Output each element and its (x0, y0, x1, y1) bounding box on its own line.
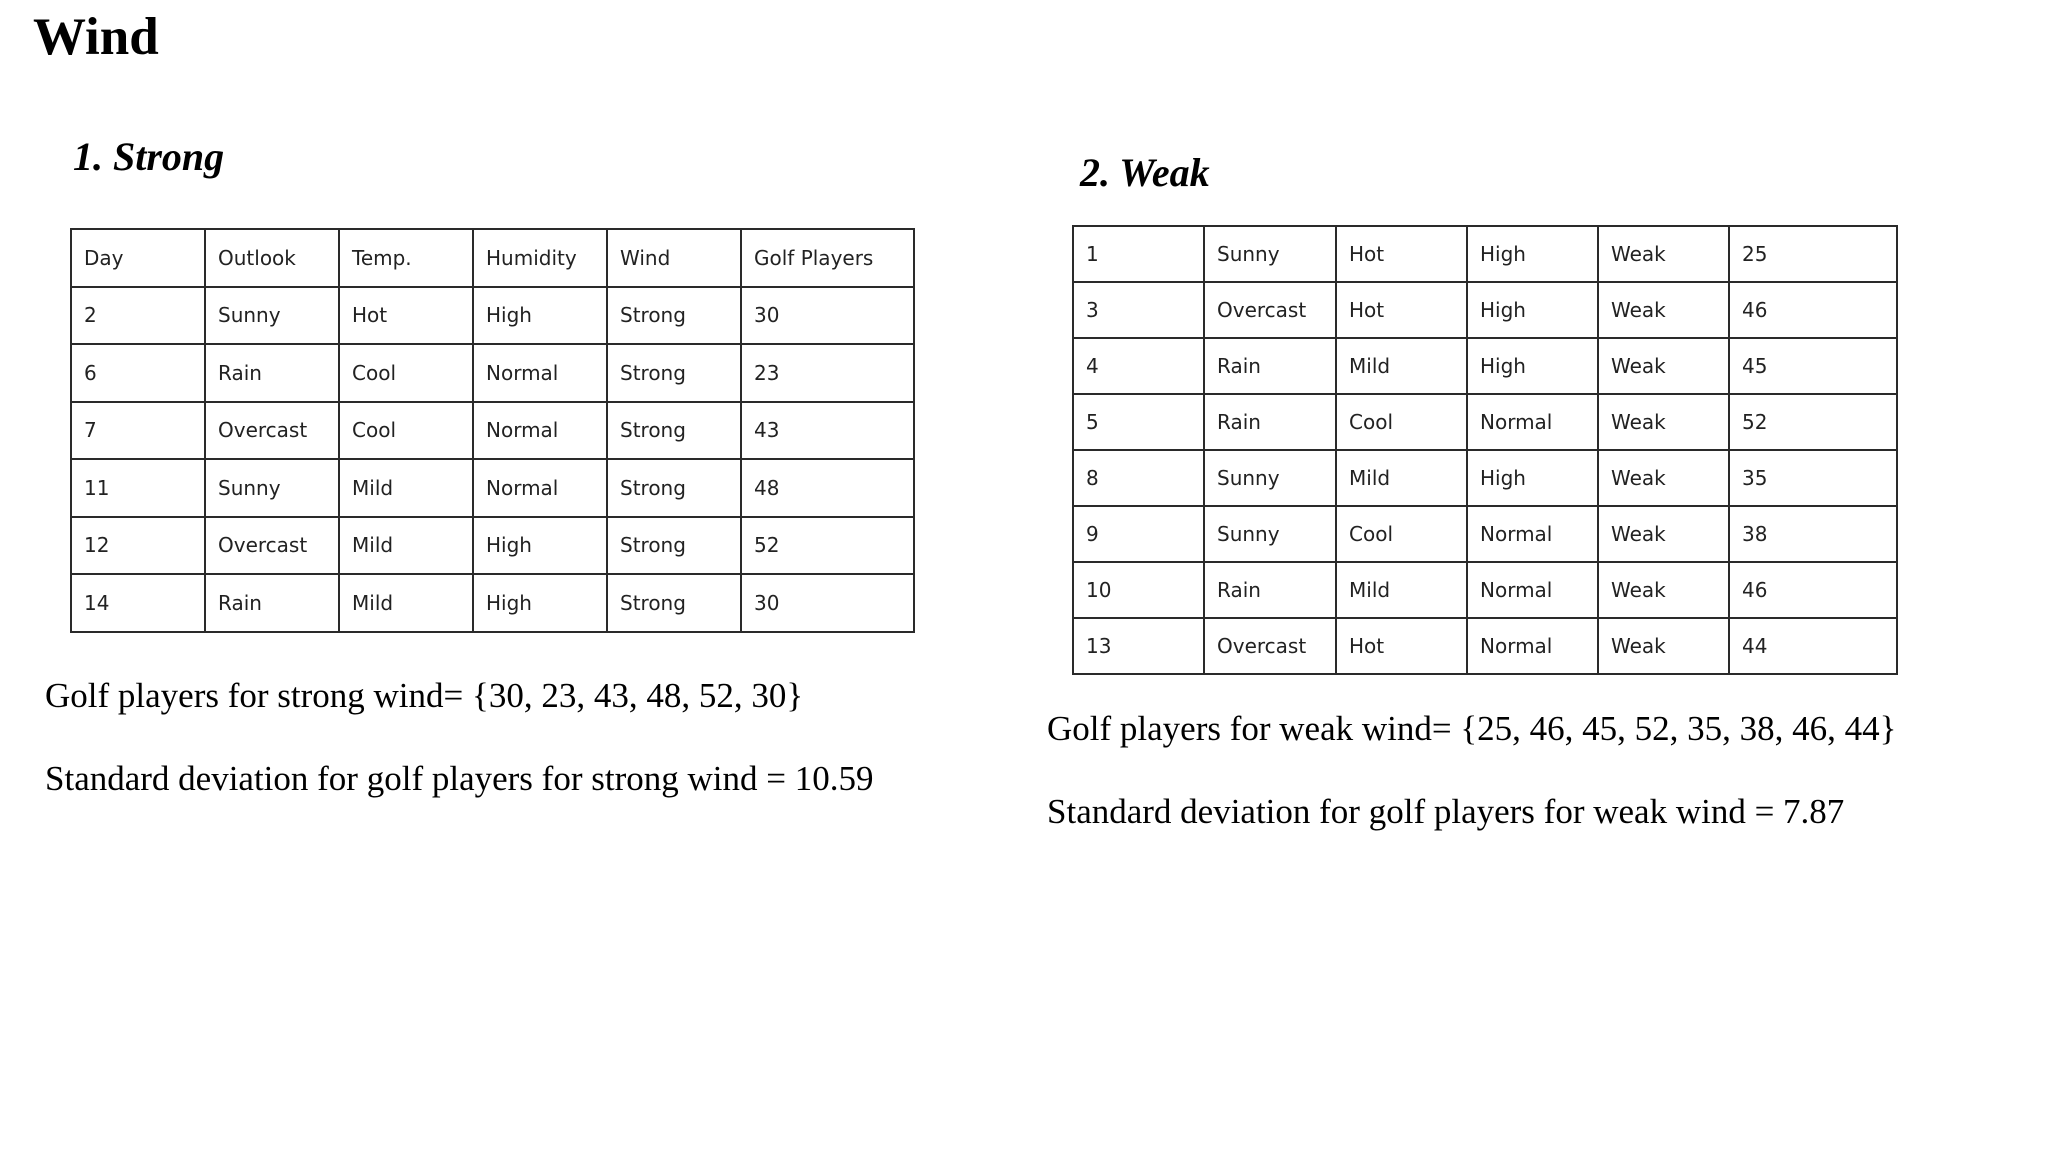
table-cell: Cool (339, 402, 473, 460)
table-cell: Overcast (205, 402, 339, 460)
table-cell: Cool (1336, 394, 1467, 450)
table-cell: Mild (1336, 450, 1467, 506)
table-row (71, 459, 914, 517)
table-cell: 52 (1729, 394, 1897, 450)
table-cell: Strong (607, 517, 741, 575)
table-cell: Sunny (205, 459, 339, 517)
table-cell: Hot (1336, 282, 1467, 338)
table-cell: 46 (1729, 282, 1897, 338)
strong-wind-table (70, 228, 915, 633)
table-cell: High (1467, 282, 1598, 338)
weak-wind-players-set: Golf players for weak wind= {25, 46, 45, 52, 35, 38, 46, 44} (1047, 709, 1897, 748)
table-cell: Weak (1598, 450, 1729, 506)
table-cell: Mild (339, 517, 473, 575)
table-cell: 30 (741, 574, 914, 632)
table-row (71, 402, 914, 460)
table-cell: Weak (1598, 618, 1729, 674)
page-title: Wind (33, 8, 159, 66)
table-cell: 12 (71, 517, 205, 575)
table-cell: Strong (607, 287, 741, 345)
table-cell: Weak (1598, 338, 1729, 394)
strong-wind-standard-deviation: Standard deviation for golf players for strong wind = 10.59 (45, 759, 874, 798)
table-cell: 52 (741, 517, 914, 575)
table-cell: Weak (1598, 394, 1729, 450)
table-cell: 9 (1073, 506, 1204, 562)
table-row (1073, 562, 1897, 618)
table-cell: Strong (607, 574, 741, 632)
column-header: Day (71, 229, 205, 287)
table-row (71, 287, 914, 345)
table-row (1073, 506, 1897, 562)
table-cell: Strong (607, 459, 741, 517)
table-cell: 6 (71, 344, 205, 402)
table-cell: Strong (607, 344, 741, 402)
column-header: Outlook (205, 229, 339, 287)
column-header: Humidity (473, 229, 607, 287)
table-cell: 44 (1729, 618, 1897, 674)
table-header-row (71, 229, 914, 287)
table-cell: Hot (339, 287, 473, 345)
table-cell: Normal (1467, 618, 1598, 674)
table-cell: Rain (1204, 562, 1336, 618)
table-cell: Normal (473, 344, 607, 402)
table-cell: High (1467, 450, 1598, 506)
table-cell: Overcast (1204, 618, 1336, 674)
table-row (1073, 226, 1897, 282)
table-cell: 35 (1729, 450, 1897, 506)
table-cell: 1 (1073, 226, 1204, 282)
table-row (1073, 450, 1897, 506)
table-cell: High (1467, 338, 1598, 394)
table-row (1073, 618, 1897, 674)
table-cell: 23 (741, 344, 914, 402)
table-cell: Rain (205, 344, 339, 402)
strong-wind-players-set: Golf players for strong wind= {30, 23, 43, 48, 52, 30} (45, 676, 804, 715)
table-cell: 45 (1729, 338, 1897, 394)
table-cell: Mild (339, 574, 473, 632)
weak-wind-standard-deviation: Standard deviation for golf players for weak wind = 7.87 (1047, 792, 1845, 831)
table-row (1073, 282, 1897, 338)
table-cell: 38 (1729, 506, 1897, 562)
table-cell: Rain (1204, 394, 1336, 450)
table-cell: Sunny (205, 287, 339, 345)
section-heading-weak: 2. Weak (1080, 150, 1210, 195)
table-cell: High (473, 517, 607, 575)
table-row (1073, 394, 1897, 450)
column-header: Golf Players (741, 229, 914, 287)
table-cell: 2 (71, 287, 205, 345)
table-cell: High (473, 287, 607, 345)
section-heading-strong: 1. Strong (73, 134, 225, 179)
table-cell: Normal (1467, 506, 1598, 562)
table-row (71, 517, 914, 575)
table-cell: Weak (1598, 506, 1729, 562)
table-cell: Sunny (1204, 506, 1336, 562)
table-cell: Cool (1336, 506, 1467, 562)
table-cell: 30 (741, 287, 914, 345)
table-cell: Weak (1598, 282, 1729, 338)
table-cell: 43 (741, 402, 914, 460)
table-cell: 4 (1073, 338, 1204, 394)
table-row (1073, 338, 1897, 394)
table-cell: Mild (1336, 562, 1467, 618)
table-cell: Hot (1336, 618, 1467, 674)
table-cell: Strong (607, 402, 741, 460)
table-cell: 5 (1073, 394, 1204, 450)
table-cell: Overcast (1204, 282, 1336, 338)
table-cell: 3 (1073, 282, 1204, 338)
table-cell: Sunny (1204, 450, 1336, 506)
column-header: Wind (607, 229, 741, 287)
table-cell: Normal (473, 459, 607, 517)
table-row (71, 574, 914, 632)
table-cell: 14 (71, 574, 205, 632)
table-cell: 25 (1729, 226, 1897, 282)
weak-wind-table (1072, 225, 1898, 675)
table-cell: Rain (205, 574, 339, 632)
table-cell: Rain (1204, 338, 1336, 394)
table-cell: Normal (1467, 562, 1598, 618)
table-cell: 10 (1073, 562, 1204, 618)
table-cell: 46 (1729, 562, 1897, 618)
table-cell: 13 (1073, 618, 1204, 674)
table-cell: Normal (473, 402, 607, 460)
table-cell: Cool (339, 344, 473, 402)
table-cell: Normal (1467, 394, 1598, 450)
table-cell: 11 (71, 459, 205, 517)
table-cell: Hot (1336, 226, 1467, 282)
table-cell: 7 (71, 402, 205, 460)
table-cell: Mild (1336, 338, 1467, 394)
table-cell: Weak (1598, 562, 1729, 618)
table-row (71, 344, 914, 402)
table-cell: 48 (741, 459, 914, 517)
table-cell: High (473, 574, 607, 632)
table-cell: Weak (1598, 226, 1729, 282)
table-cell: High (1467, 226, 1598, 282)
table-cell: 8 (1073, 450, 1204, 506)
table-cell: Overcast (205, 517, 339, 575)
table-cell: Sunny (1204, 226, 1336, 282)
column-header: Temp. (339, 229, 473, 287)
table-cell: Mild (339, 459, 473, 517)
